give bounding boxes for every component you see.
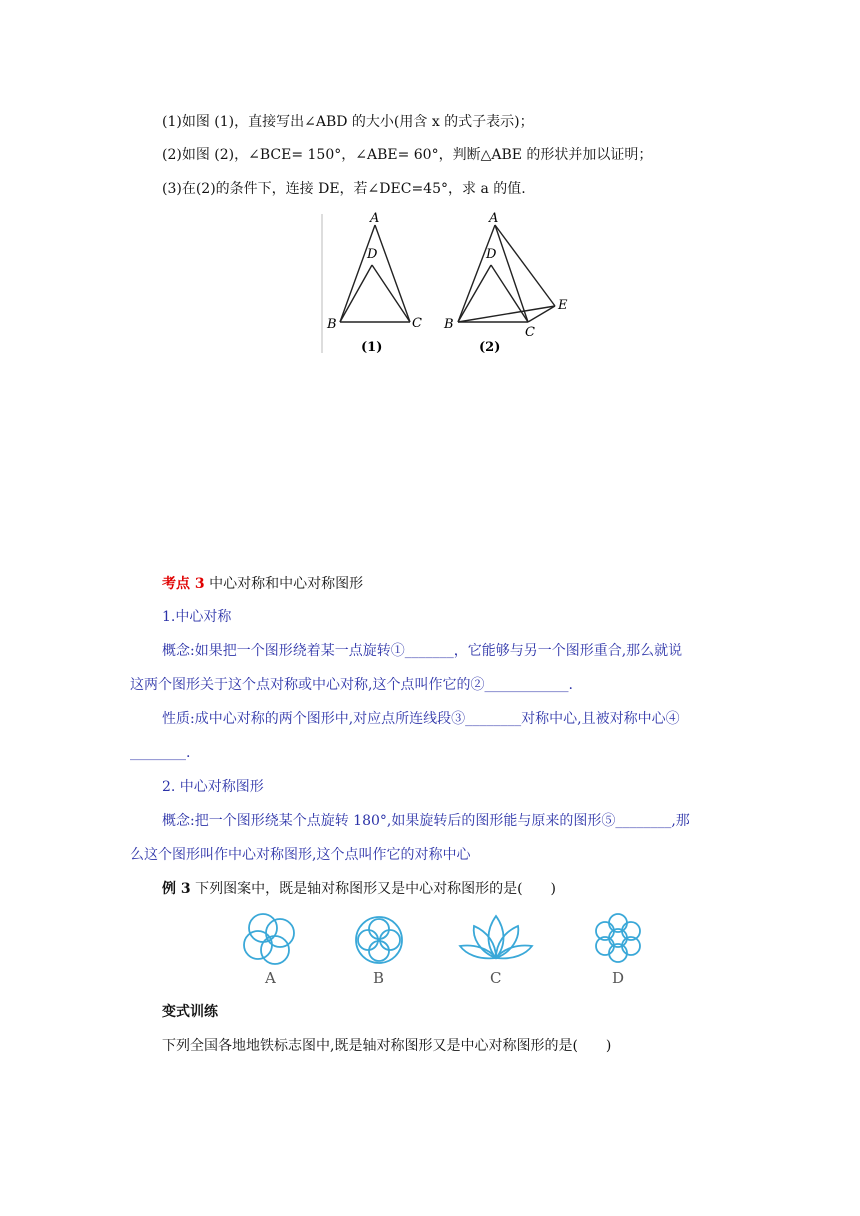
option-label-a: A: [265, 969, 276, 987]
central-symmetry-subtitle: 1.中心对称: [162, 609, 232, 625]
question-1: (1)如图 (1)，直接写出∠ABD 的大小(用含 x 的式子表示)；: [162, 114, 534, 130]
question-2: (2)如图 (2)，∠BCE= 150°，∠ABE= 60°，判断△ABE 的形状并加以证明；: [162, 147, 653, 163]
fig1-label-a: A: [370, 211, 380, 226]
pattern-options: [230, 908, 670, 988]
concept-1-line-a: 概念:如果把一个图形绕着某一点旋转①_______，它能够与另一个图形重合,那么就说: [162, 643, 683, 659]
example-3-label: 例 3: [162, 881, 191, 897]
option-label-c: C: [490, 969, 502, 987]
pattern-a: [244, 914, 294, 964]
fig2-label-c: C: [525, 325, 535, 340]
pattern-b: [356, 917, 402, 963]
fig2-label-a: A: [489, 211, 499, 226]
fig1-label-d: D: [367, 247, 378, 262]
fig1-label-b: B: [327, 317, 337, 332]
figure-1: [340, 225, 410, 322]
property-line-a: 性质:成中心对称的两个图形中,对应点所连线段③________对称中心,且被对称中心④: [162, 711, 680, 727]
section-3-title: 中心对称和中心对称图形: [204, 576, 364, 592]
fig2-label-d: D: [486, 247, 497, 262]
section-3-label: 考点 3: [162, 576, 205, 592]
example-3-text: 下列图案中，既是轴对称图形又是中心对称图形的是( ): [190, 881, 556, 897]
figure-2: [458, 225, 555, 322]
variant-training-title: 变式训练: [162, 1004, 218, 1020]
concept-2-line-a: 概念:把一个图形绕某个点旋转 180°,如果旋转后的图形能与原来的图形⑤________,那: [162, 813, 690, 829]
fig2-caption: (2): [479, 340, 501, 355]
option-label-d: D: [612, 969, 625, 987]
fig2-label-e: E: [558, 298, 568, 313]
question-3: (3)在(2)的条件下，连接 DE，若∠DEC=45°，求 a 的值.: [162, 181, 526, 197]
triangle-figures: [315, 210, 585, 360]
pattern-d: [596, 914, 640, 962]
central-symmetric-figure-subtitle: 2. 中心对称图形: [162, 779, 264, 795]
fig1-label-c: C: [412, 316, 422, 331]
example-3: [162, 879, 556, 899]
property-line-b: ________.: [130, 745, 191, 761]
concept-1-line-b: 这两个图形关于这个点对称或中心对称,这个点叫作它的②____________.: [130, 677, 573, 693]
concept-2-line-b: 么这个图形叫作中心对称图形,这个点叫作它的对称中心: [130, 847, 471, 863]
pattern-c: [460, 916, 532, 958]
fig2-label-b: B: [444, 317, 454, 332]
variant-training-question: 下列全国各地地铁标志图中,既是轴对称图形又是中心对称图形的是( ): [162, 1038, 612, 1054]
section-3-heading: [162, 574, 363, 594]
fig1-caption: (1): [361, 340, 383, 355]
option-label-b: B: [373, 969, 385, 987]
